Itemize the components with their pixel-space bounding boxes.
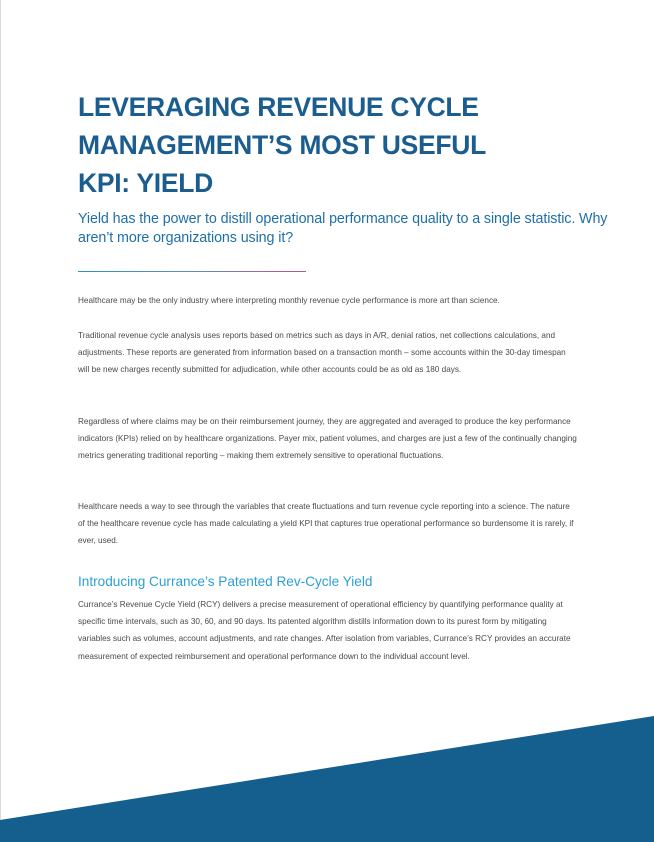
section-body: Currance’s Revenue Cycle Yield (RCY) delivers a precise measurement of operational efficiency by quantifying performance quality at specific time intervals, such as 30, 60, and 90 days. Its patented algorithm distills information down to its purest form by mitigating variables such as volumes, account adjustments, and rate changes. After isolation from variables, Currance’s RCY provides an accurate measurement of expected reimbursement and operational performance down to the individual account level. — [78, 600, 571, 661]
body-paragraph: Traditional revenue cycle analysis uses reports based on metrics such as days in A/R, denial ratios, net collections calculations, and adjustments. These reports are generated from information based on a transaction month – some accounts within the 30-day timespan will be new charges recently submitted for adjudication, while other accounts could be as old as 180 days. — [78, 331, 566, 375]
page-title: LEVERAGING REVENUE CYCLE MANAGEMENT’S MOST USEFUL KPI: YIELD — [78, 92, 486, 198]
footer-band-shape — [0, 716, 654, 842]
body-paragraph: Regardless of where claims may be on their reimbursement journey, they are aggregated and averaged to produce the key performance indicators (KPIs) relied on by healthcare organizations. Payer mix, patient volumes, and charges are just a few of the continually changing metrics generating traditional reporting – making them extremely sensitive to operational fluctuations. — [78, 417, 577, 461]
section-heading: Introducing Currance’s Patented Rev-Cycle Yield — [78, 574, 373, 589]
intro-paragraph: Healthcare may be the only industry where interpreting monthly revenue cycle performance is more art than science. — [78, 296, 500, 305]
subtitle: Yield has the power to distill operational performance quality to a single statistic. Why aren’t more organizations using it? — [78, 211, 608, 246]
body-paragraph: Healthcare needs a way to see through the variables that create fluctuations and turn revenue cycle reporting into a science. The nature of the healthcare revenue cycle has made calculating a yield KPI that captures true operational performance so burdensome it is rarely, if ever, used. — [78, 502, 574, 546]
